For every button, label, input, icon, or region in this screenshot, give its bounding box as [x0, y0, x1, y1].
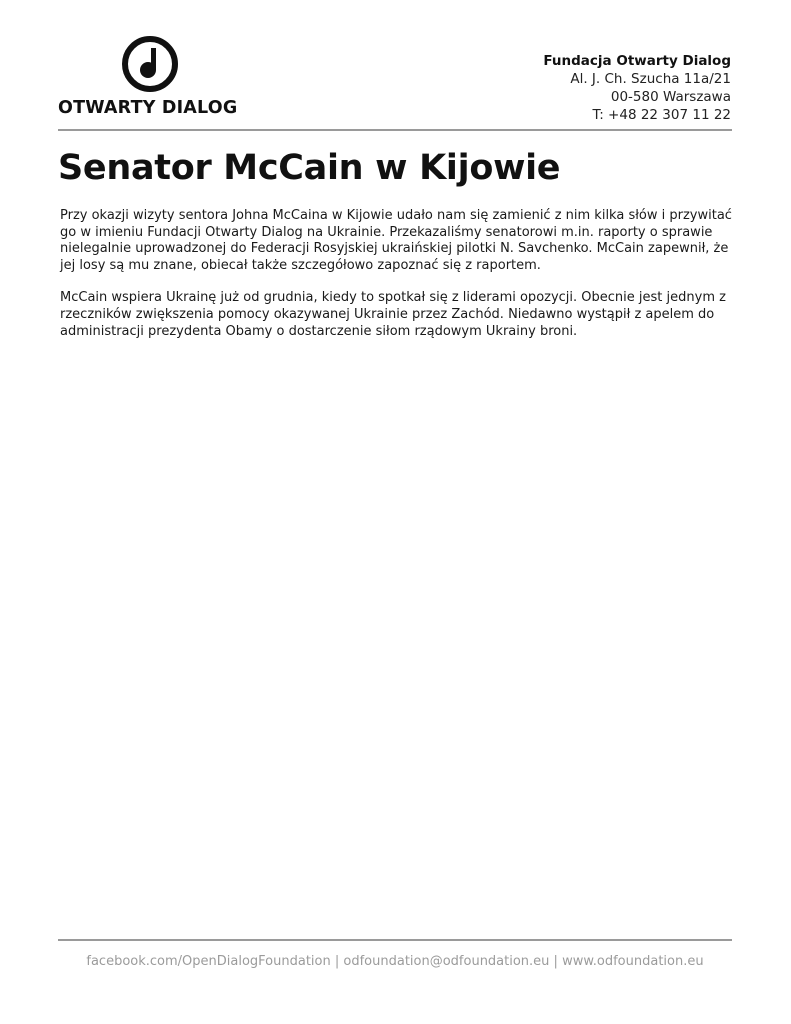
footer-divider [58, 939, 732, 941]
logo-text: OTWARTY DIALOG [58, 98, 238, 118]
contact-block [543, 52, 731, 124]
article-title: Senator McCain w Kijowie [58, 148, 561, 188]
music-note-circle-icon [120, 34, 180, 94]
organization-name: Fundacja Otwarty Dialog [543, 53, 731, 69]
footer-links: facebook.com/OpenDialogFoundation | odfoundation@odfoundation.eu | www.odfoundation.eu [86, 954, 704, 969]
street-address: Al. J. Ch. Szucha 11a/21 [570, 71, 731, 87]
header-divider [58, 129, 732, 131]
article-paragraph: Przy okazji wizyty sentora Johna McCaina w Kijowie udało nam się zamienić z nim kilka słów i przywitać go w imieniu Fundacji Otwarty Dialog na Ukrainie. Przekazaliśmy senatorowi m.in. raporty o sprawie nielegalnie uprowadzonej do Federacji Rosyjskiej ukraińskiej pilotki N. Savchenko. McCain zapewnił, że jej losy są mu znane, obiecał także szczegółowo zapoznać się z raportem. [60, 208, 732, 273]
city-address: 00-580 Warszawa [610, 89, 731, 105]
article-body [60, 208, 732, 356]
logo [58, 34, 248, 122]
article-paragraph: McCain wspiera Ukrainę już od grudnia, kiedy to spotkał się z liderami opozycji. Obecnie jest jednym z rzeczników zwiększenia pomocy okazywanej Ukrainie przez Zachód. Niedawno wystąpił z apelem do administracji prezydenta Obamy o dostarczenie siłom rządowym Ukrainy broni. [60, 290, 726, 339]
phone-number: T: +48 22 307 11 22 [592, 107, 731, 123]
